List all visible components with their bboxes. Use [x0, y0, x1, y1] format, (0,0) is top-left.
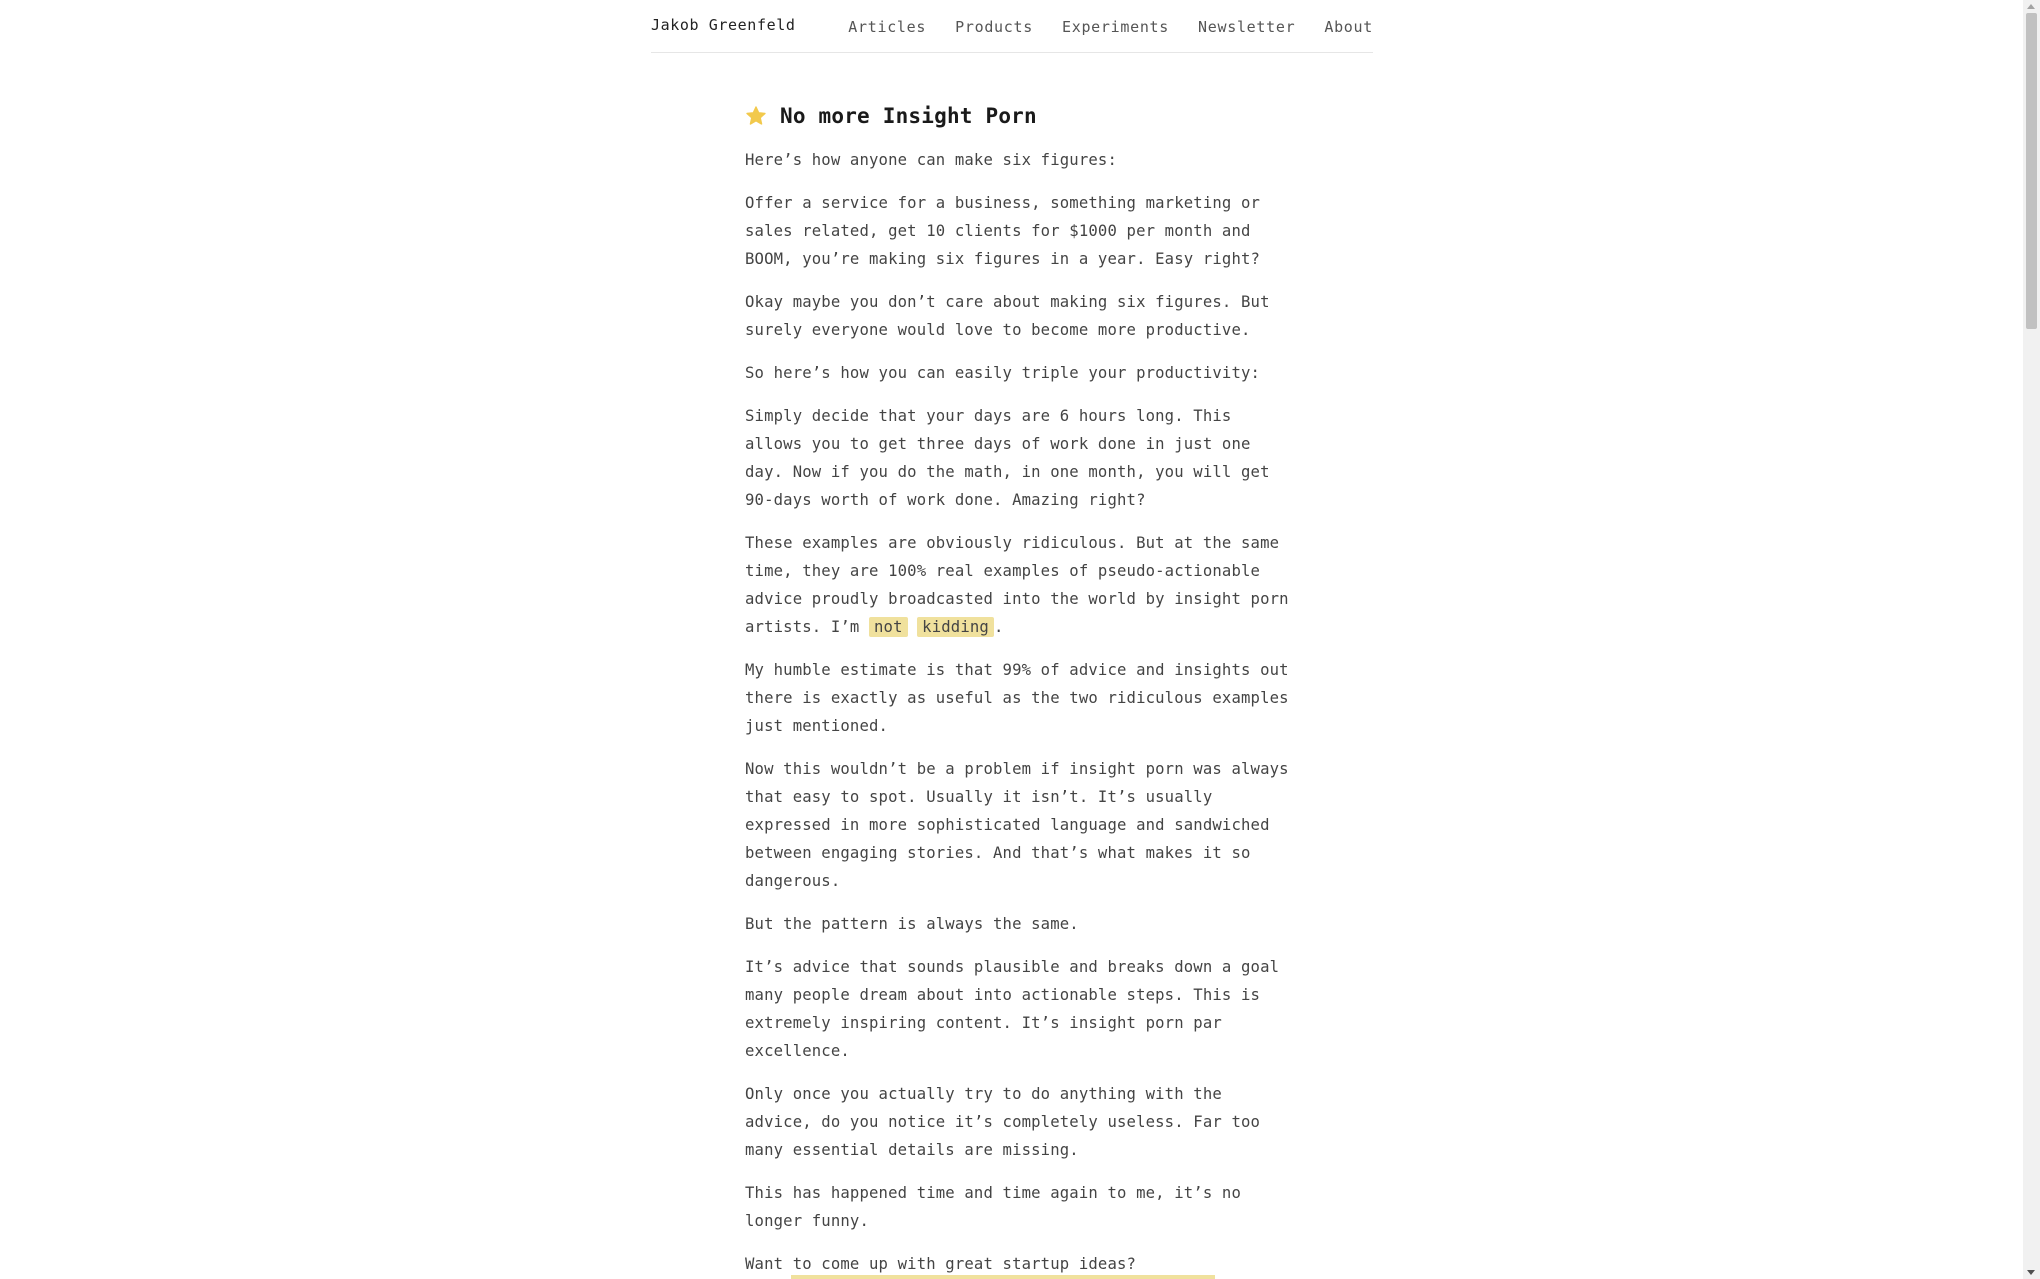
not-link[interactable]: not [869, 617, 908, 637]
paragraph-5: Simply decide that your days are 6 hours long. This allows you to get three days of work done in just one day. Now if you do the math, in one month, you will get 90-days worth of work done. Amazing right? [745, 407, 1270, 509]
highlighted-block-top [791, 1275, 1215, 1279]
nav-articles[interactable]: Articles [848, 18, 927, 36]
paragraph-2: Offer a service for a business, something marketing or sales related, get 10 clients for $1000 per month and BOOM, you’re making six figures in a year. Easy right? [745, 194, 1261, 268]
paragraph-11: Only once you actually try to do anything with the advice, do you notice it’s completely useless. Far too many essential details are missing. [745, 1085, 1261, 1159]
star-icon [745, 105, 767, 127]
scroll-up-arrow-icon[interactable] [2027, 4, 2035, 9]
kidding-link[interactable]: kidding [917, 617, 994, 637]
paragraph-6-text: These examples are obviously ridiculous. But at the same time, they are 100% real examples of pseudo-actionable advice proudly broadcasted into the world by insight porn artists. I’m [745, 534, 1289, 636]
site-name-link[interactable]: Jakob Greenfeld [651, 16, 796, 34]
nav-about[interactable]: About [1324, 18, 1373, 36]
vertical-scrollbar[interactable] [2023, 0, 2040, 1279]
paragraph-13: Want to come up with great startup ideas? [745, 1255, 1137, 1273]
paragraph-9: But the pattern is always the same. [745, 915, 1079, 933]
main-nav [848, 18, 1373, 36]
paragraph-12: This has happened time and time again to me, it’s no longer funny. [745, 1184, 1241, 1230]
site-header [651, 0, 1373, 53]
paragraph-6 [745, 529, 1290, 641]
scroll-thumb[interactable] [2026, 13, 2037, 329]
nav-experiments[interactable]: Experiments [1061, 18, 1170, 36]
page-title: No more Insight Porn [780, 104, 1037, 128]
paragraph-1: Here’s how anyone can make six figures: [745, 151, 1117, 169]
title-row [745, 104, 1290, 128]
article [745, 104, 1290, 1279]
nav-newsletter[interactable]: Newsletter [1198, 18, 1296, 36]
paragraph-7: My humble estimate is that 99% of advice and insights out there is exactly as useful as the two ridiculous examples just mentioned. [745, 661, 1289, 735]
nav-products[interactable]: Products [955, 18, 1033, 36]
paragraph-6-end: . [993, 618, 1004, 636]
paragraph-8: Now this wouldn’t be a problem if insight porn was always that easy to spot. Usually it isn’t. It’s usually expressed in more sophisticated language and sandwiched between engaging stories. And that’s what makes it so dangerous. [745, 760, 1289, 890]
paragraph-10: It’s advice that sounds plausible and breaks down a goal many people dream about into actionable steps. This is extremely inspiring content. It’s insight porn par excellence. [745, 958, 1280, 1060]
paragraph-4: So here’s how you can easily triple your productivity: [745, 364, 1261, 382]
paragraph-3: Okay maybe you don’t care about making six figures. But surely everyone would love to become more productive. [745, 293, 1270, 339]
scroll-down-arrow-icon[interactable] [2027, 1270, 2035, 1275]
